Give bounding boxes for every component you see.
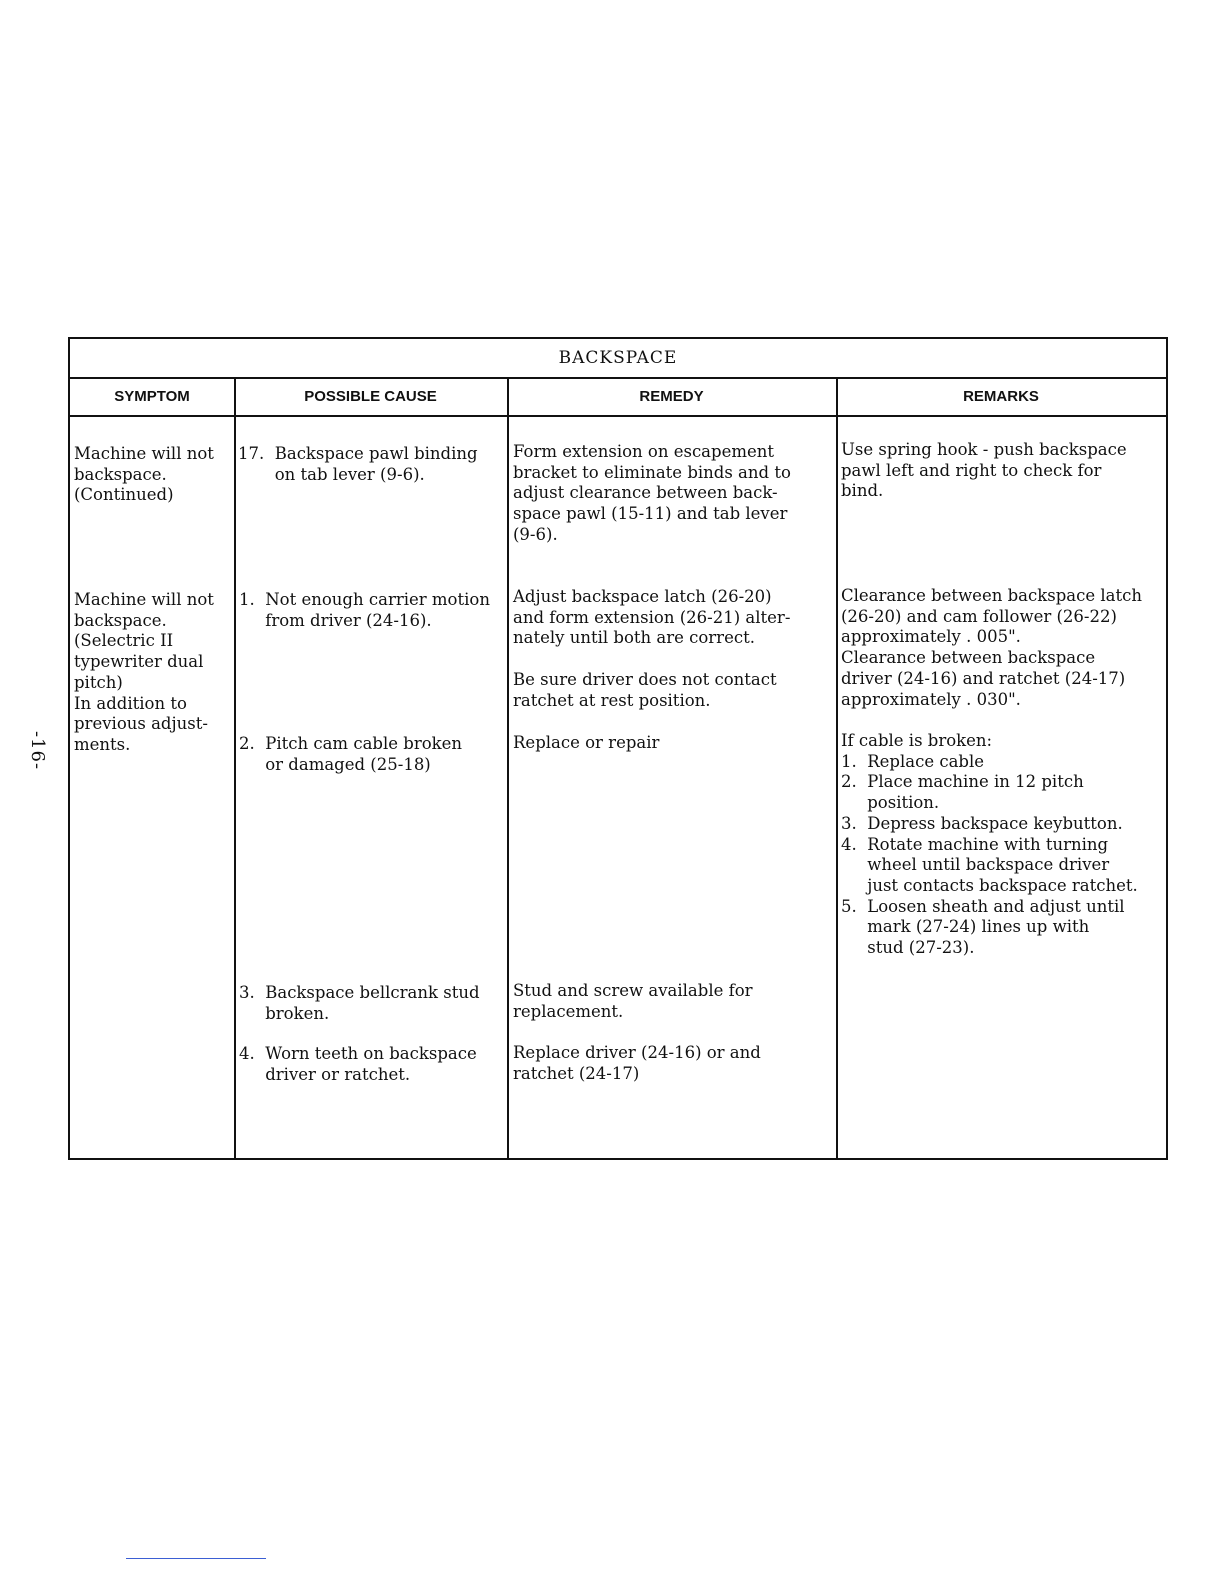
header-symptom: SYMPTOM bbox=[114, 388, 190, 405]
remedy-cell: Adjust backspace latch (26-20) and form extension (26-21) alter- nately until both are correct. bbox=[513, 587, 791, 648]
page-number: -16- bbox=[27, 730, 49, 771]
backspace-troubleshooting-table bbox=[68, 337, 1168, 1160]
remedy-cell: Stud and screw available for replacement. bbox=[513, 981, 753, 1021]
remedy-cell: Replace or repair bbox=[513, 733, 660, 752]
header-possible-cause: POSSIBLE CAUSE bbox=[304, 388, 437, 405]
cause-cell: 17. Backspace pawl binding on tab lever (9-6). bbox=[238, 444, 478, 484]
symptom-cell: Machine will not backspace. (Continued) bbox=[74, 444, 214, 505]
remedy-cell: Replace driver (24-16) or and ratchet (24-17) bbox=[513, 1043, 761, 1083]
header-row bbox=[70, 377, 1166, 417]
cause-cell: 3. Backspace bellcrank stud broken. bbox=[239, 983, 480, 1023]
cause-cell: 1. Not enough carrier motion from driver (24-16). bbox=[239, 590, 490, 630]
remarks-cell: Clearance between backspace latch (26-20) and cam follower (26-22) approximately . 005". Clearance between backspace driver (24-16) and ratchet (24-17) approximately . 030". bbox=[841, 586, 1142, 709]
symptom-cell: Machine will not backspace. (Selectric II typewriter dual pitch) In addition to previous adjust- ments. bbox=[74, 590, 214, 754]
cause-cell: 2. Pitch cam cable broken or damaged (25-18) bbox=[239, 734, 463, 774]
remarks-cell: Use spring hook - push backspace pawl left and right to check for bind. bbox=[841, 440, 1127, 501]
cause-cell: 4. Worn teeth on backspace driver or ratchet. bbox=[239, 1044, 477, 1084]
column-divider bbox=[836, 377, 838, 1158]
footer-rule bbox=[126, 1558, 266, 1559]
header-remarks: REMARKS bbox=[963, 388, 1039, 405]
column-divider bbox=[507, 377, 509, 1158]
header-remedy: REMEDY bbox=[639, 388, 704, 405]
remedy-cell: Be sure driver does not contact ratchet at rest position. bbox=[513, 670, 777, 710]
column-divider bbox=[234, 377, 236, 1158]
remedy-cell: Form extension on escapement bracket to eliminate binds and to adjust clearance between back- space pawl (15-11) and tab lever (9-6). bbox=[513, 442, 791, 544]
remarks-cell: If cable is broken: 1. Replace cable 2. Place machine in 12 pitch position. 3. Depress backspace keybutton. 4. Rotate machine with turning wheel until backspace driver just contacts backspace ratchet. 5. Loosen sheath and adjust until mark (27-24) lines up with stud (27-23). bbox=[841, 731, 1138, 958]
table-title: BACKSPACE bbox=[70, 339, 1166, 379]
